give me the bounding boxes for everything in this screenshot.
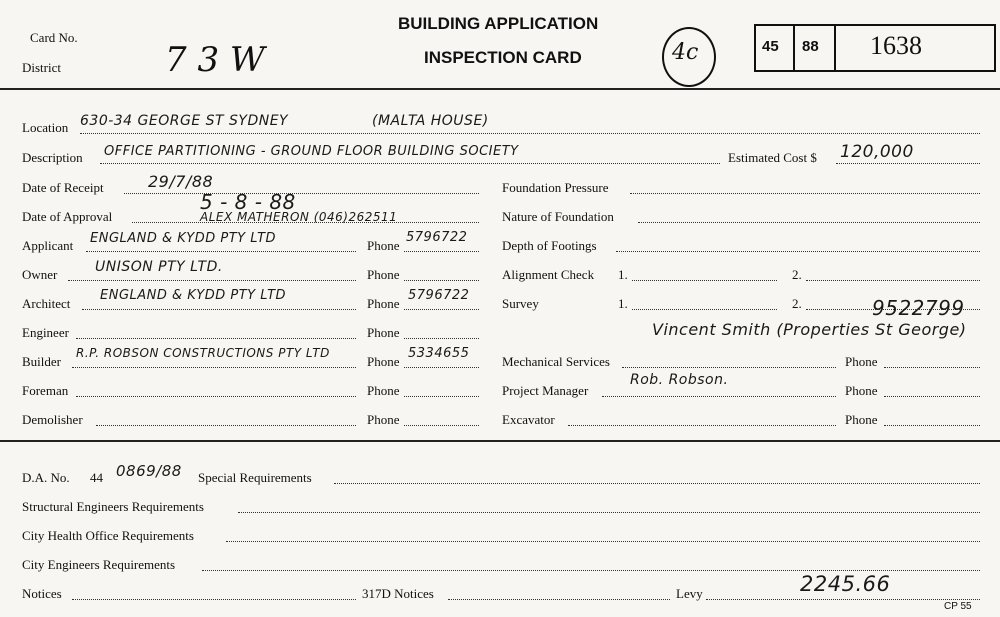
survey-note-name: Vincent Smith (Properties St George) bbox=[652, 320, 967, 339]
structural-label: Structural Engineers Requirements bbox=[22, 499, 204, 514]
owner-line bbox=[68, 280, 356, 281]
excavator-phone-line bbox=[884, 425, 980, 426]
special-label: Special Requirements bbox=[198, 470, 312, 485]
project-manager-phone-label: Phone bbox=[845, 383, 878, 398]
da-prefix: 44 bbox=[90, 470, 103, 485]
applicant-value: ENGLAND & KYDD PTY LTD bbox=[90, 231, 277, 246]
demolisher-phone-label: Phone bbox=[367, 412, 400, 427]
alignment-num-2: 2. bbox=[792, 267, 802, 282]
mid-rule bbox=[0, 440, 1000, 442]
applicant-line bbox=[86, 251, 356, 252]
engineer-line bbox=[76, 338, 356, 339]
builder-phone: 5334655 bbox=[408, 346, 470, 361]
architect-phone-line bbox=[404, 309, 479, 310]
project-manager-label: Project Manager bbox=[502, 383, 589, 398]
demolisher-label: Demolisher bbox=[22, 412, 83, 427]
card-no-label: Card No. bbox=[30, 30, 78, 45]
notices-317d-line bbox=[448, 599, 670, 600]
date-receipt-line bbox=[124, 193, 479, 194]
levy-value: 2245.66 bbox=[800, 572, 891, 596]
depth-footings-line bbox=[616, 251, 980, 252]
location-extra: (MALTA HOUSE) bbox=[372, 113, 489, 129]
project-manager-line bbox=[602, 396, 836, 397]
city-eng-line bbox=[202, 570, 980, 571]
da-label: D.A. No. bbox=[22, 470, 70, 485]
survey-note-phone: 9522799 bbox=[872, 296, 965, 320]
estimated-cost-line bbox=[836, 163, 980, 164]
project-manager-phone-line bbox=[884, 396, 980, 397]
date-approval-label: Date of Approval bbox=[22, 209, 113, 224]
depth-footings-label: Depth of Footings bbox=[502, 238, 597, 253]
notices-label: Notices bbox=[22, 586, 62, 601]
box-a: 45 bbox=[762, 38, 779, 55]
location-value: 630-34 GEORGE ST SYDNEY bbox=[80, 113, 289, 129]
applicant-phone: 5796722 bbox=[406, 230, 468, 245]
estimated-cost-label: Estimated Cost $ bbox=[728, 150, 817, 165]
demolisher-line bbox=[96, 425, 356, 426]
structural-line bbox=[238, 512, 980, 513]
circled-mark: 4c bbox=[672, 40, 699, 65]
excavator-phone-label: Phone bbox=[845, 412, 878, 427]
owner-phone-label: Phone bbox=[367, 267, 400, 282]
architect-value: ENGLAND & KYDD PTY LTD bbox=[100, 288, 287, 303]
description-line bbox=[100, 163, 720, 164]
description-value: OFFICE PARTITIONING - GROUND FLOOR BUILDING SOCIETY bbox=[104, 144, 519, 159]
alignment-check-label: Alignment Check bbox=[502, 267, 595, 282]
special-line bbox=[334, 483, 980, 484]
architect-line bbox=[82, 309, 356, 310]
health-label: City Health Office Requirements bbox=[22, 528, 194, 543]
engineer-phone-line bbox=[404, 338, 479, 339]
location-line bbox=[80, 133, 980, 134]
architect-label: Architect bbox=[22, 296, 71, 311]
owner-label: Owner bbox=[22, 267, 58, 282]
engineer-phone-label: Phone bbox=[367, 325, 400, 340]
alignment-line-2 bbox=[806, 280, 980, 281]
mechanical-line bbox=[622, 367, 836, 368]
owner-value: UNISON PTY LTD. bbox=[95, 259, 223, 275]
nature-foundation-line bbox=[638, 222, 980, 223]
survey-num-1: 1. bbox=[618, 296, 628, 311]
project-manager-value: Rob. Robson. bbox=[630, 372, 729, 388]
foundation-pressure-label: Foundation Pressure bbox=[502, 180, 609, 195]
box-divider-1 bbox=[793, 26, 795, 70]
form-code: CP 55 bbox=[944, 601, 972, 612]
alignment-line-1 bbox=[632, 280, 777, 281]
applicant-phone-line bbox=[404, 251, 479, 252]
date-receipt-label: Date of Receipt bbox=[22, 180, 104, 195]
mechanical-phone-label: Phone bbox=[845, 354, 878, 369]
applicant-label: Applicant bbox=[22, 238, 74, 253]
architect-phone-label: Phone bbox=[367, 296, 400, 311]
mechanical-label: Mechanical Services bbox=[502, 354, 610, 369]
nature-foundation-label: Nature of Foundation bbox=[502, 209, 614, 224]
survey-line-1 bbox=[632, 309, 777, 310]
architect-phone: 5796722 bbox=[408, 288, 470, 303]
engineer-label: Engineer bbox=[22, 325, 69, 340]
foreman-phone-line bbox=[404, 396, 479, 397]
mechanical-phone-line bbox=[884, 367, 980, 368]
header-rule bbox=[0, 88, 1000, 90]
applicant-phone-label: Phone bbox=[367, 238, 400, 253]
district-label: District bbox=[22, 60, 61, 75]
builder-line bbox=[72, 367, 356, 368]
levy-label: Levy bbox=[676, 586, 703, 601]
excavator-label: Excavator bbox=[502, 412, 555, 427]
card-number: 1638 bbox=[870, 31, 922, 60]
survey-num-2: 2. bbox=[792, 296, 802, 311]
box-divider-2 bbox=[834, 26, 836, 70]
survey-label: Survey bbox=[502, 296, 539, 311]
da-value: 0869/88 bbox=[116, 462, 182, 480]
foreman-phone-label: Phone bbox=[367, 383, 400, 398]
city-eng-label: City Engineers Requirements bbox=[22, 557, 176, 572]
foreman-label: Foreman bbox=[22, 383, 69, 398]
title-line1: BUILDING APPLICATION bbox=[398, 14, 599, 33]
box-b: 88 bbox=[802, 38, 819, 55]
builder-value: R.P. ROBSON CONSTRUCTIONS PTY LTD bbox=[76, 346, 330, 360]
levy-line bbox=[706, 599, 980, 600]
location-label: Location bbox=[22, 120, 69, 135]
excavator-line bbox=[568, 425, 836, 426]
alignment-num-1: 1. bbox=[618, 267, 628, 282]
builder-phone-label: Phone bbox=[367, 354, 400, 369]
title-line2: INSPECTION CARD bbox=[424, 48, 582, 67]
builder-label: Builder bbox=[22, 354, 61, 369]
date-receipt-value: 29/7/88 bbox=[148, 172, 214, 191]
foundation-pressure-line bbox=[630, 193, 980, 194]
builder-phone-line bbox=[404, 367, 479, 368]
foreman-line bbox=[76, 396, 356, 397]
district-value: 7 3 W bbox=[165, 40, 265, 80]
owner-phone-line bbox=[404, 280, 479, 281]
date-approval-value: 5 - 8 - 88 bbox=[200, 190, 296, 214]
approval-note: ALEX MATHERON (046)262511 bbox=[200, 210, 398, 224]
date-approval-line bbox=[132, 222, 479, 223]
health-line bbox=[226, 541, 980, 542]
notices-line bbox=[72, 599, 356, 600]
demolisher-phone-line bbox=[404, 425, 479, 426]
estimated-cost-value: 120,000 bbox=[840, 142, 914, 162]
description-label: Description bbox=[22, 150, 83, 165]
notices-317d-label: 317D Notices bbox=[362, 586, 434, 601]
